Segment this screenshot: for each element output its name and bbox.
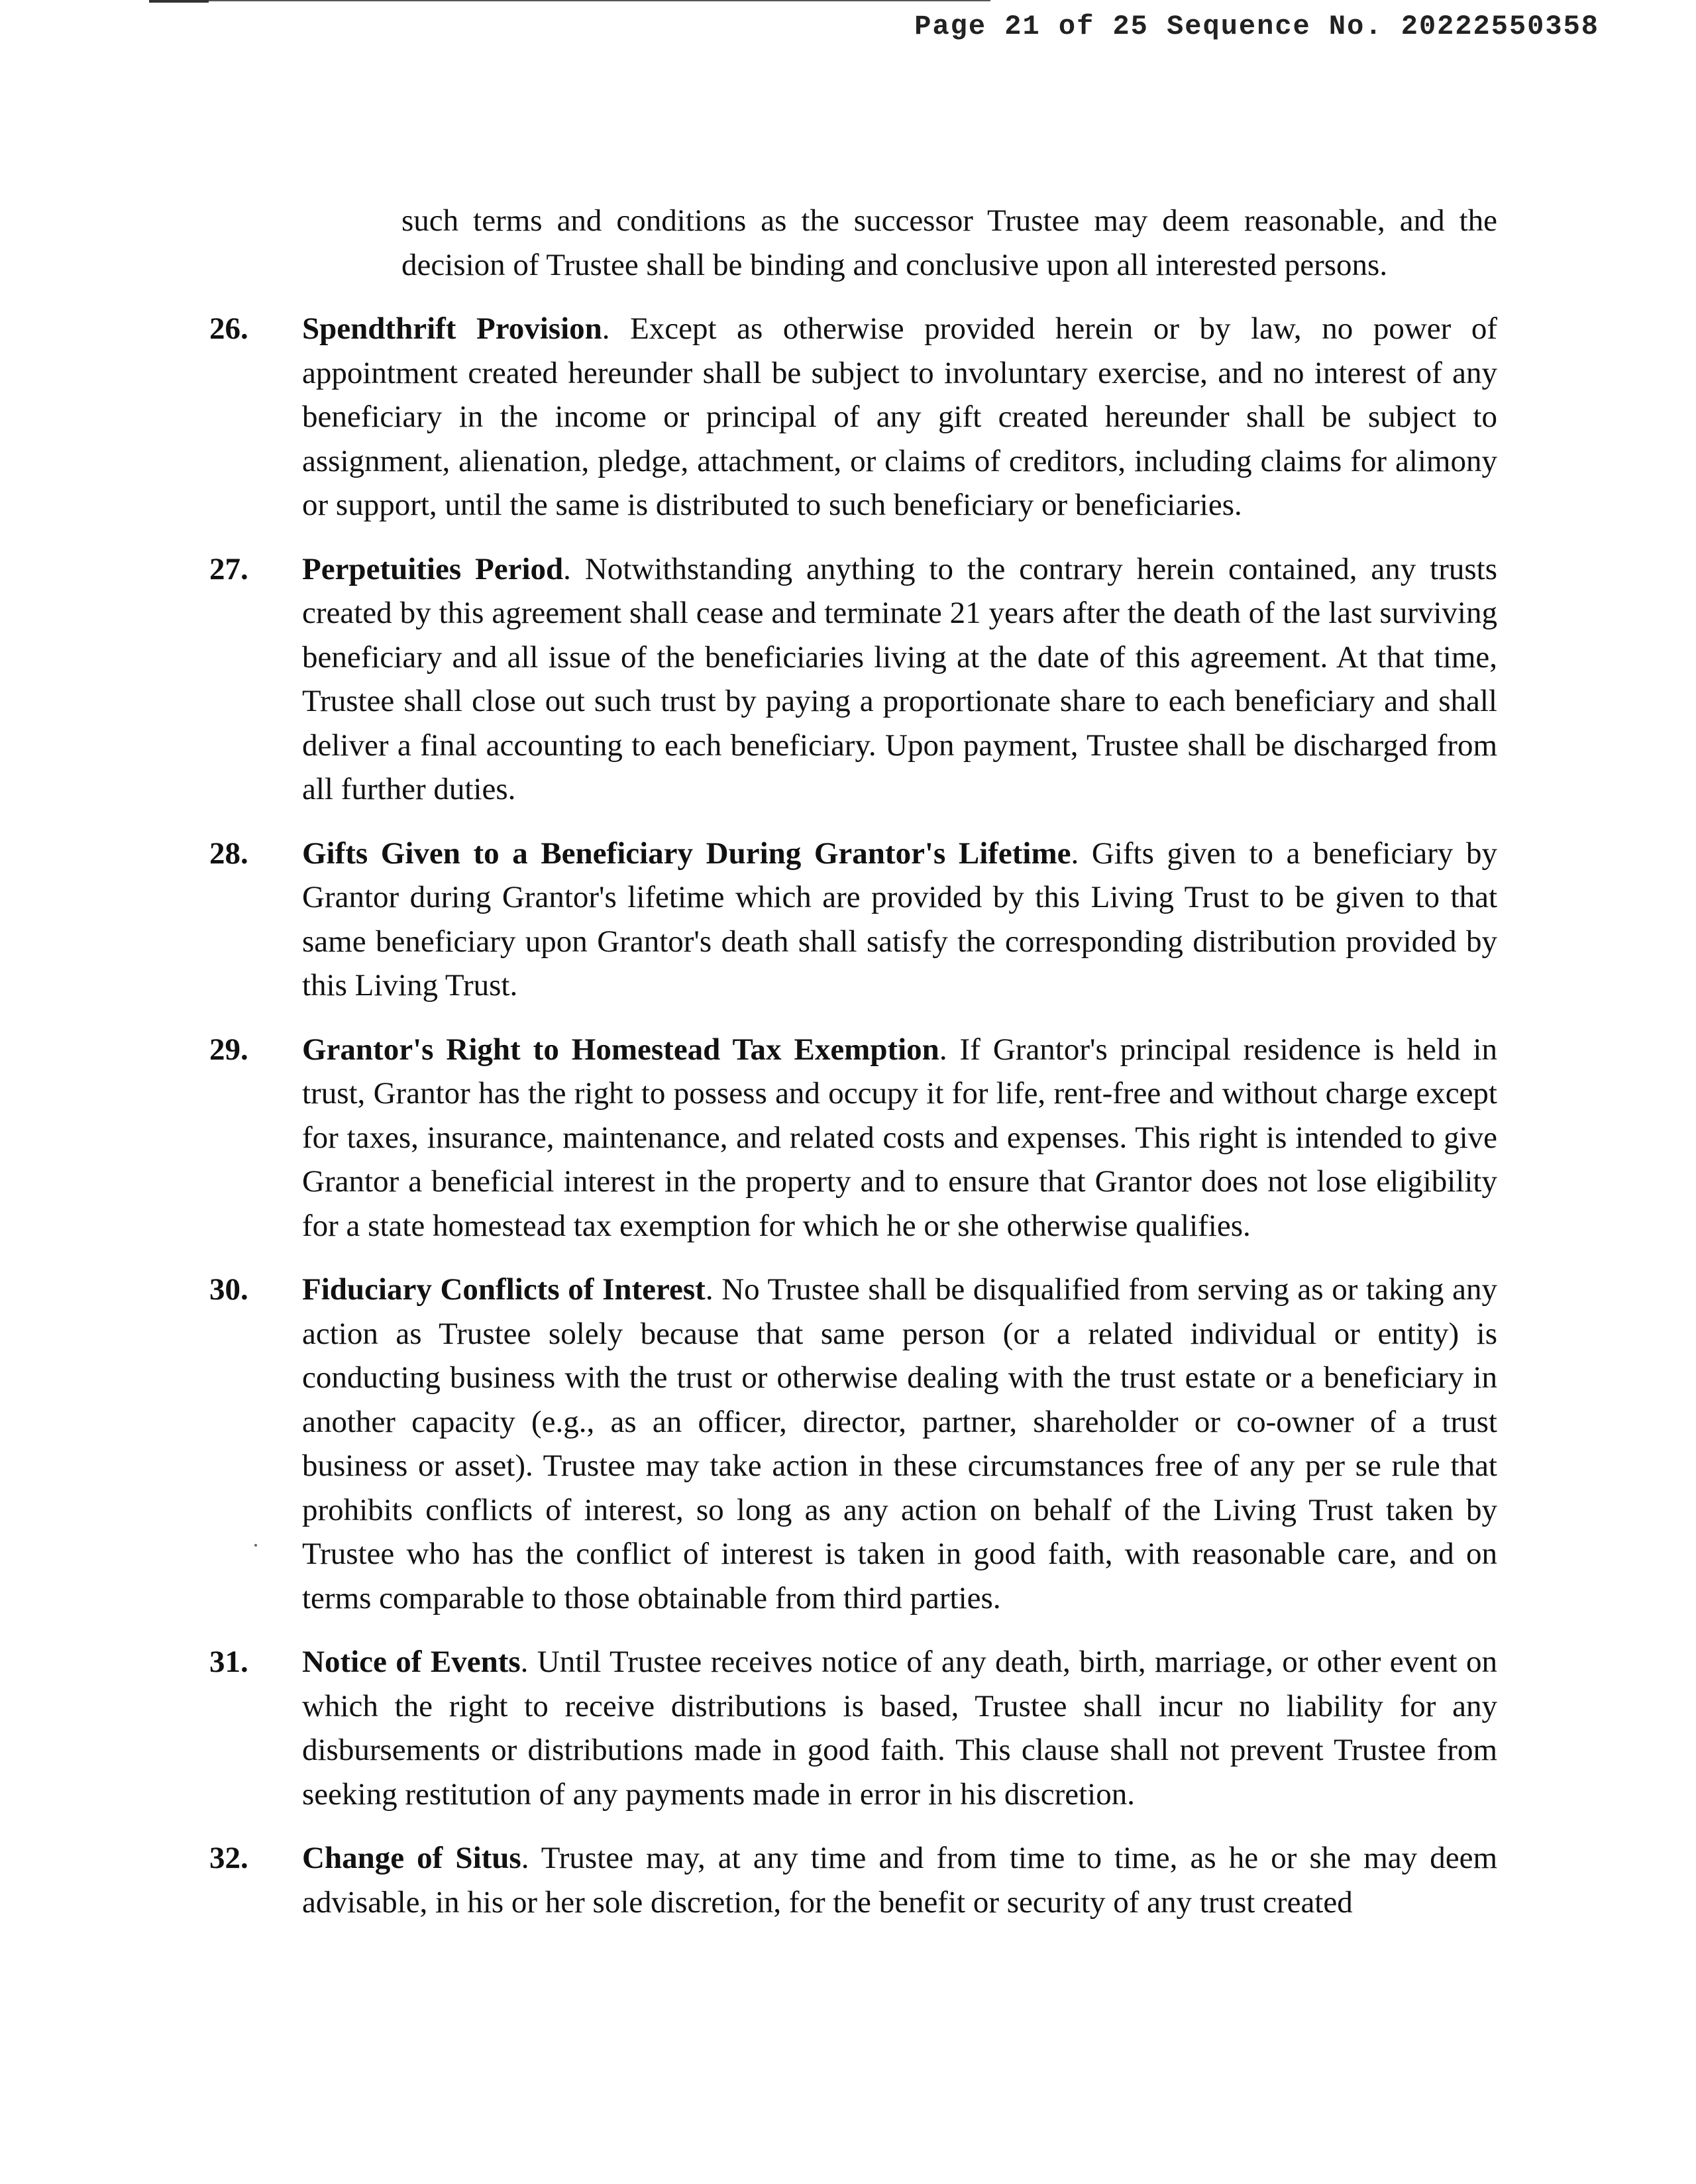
clause-heading: Notice of Events <box>302 1645 521 1679</box>
page-sequence-header: Page 21 of 25 Sequence No. 20222550358 <box>914 11 1599 42</box>
top-rule-tick <box>149 0 209 3</box>
clause-number: 29. <box>209 1032 248 1067</box>
clause-27 <box>209 547 1497 812</box>
clause-number: 28. <box>209 836 248 871</box>
clause-heading: Spendthrift Provision <box>302 311 602 346</box>
clause-heading: Fiduciary Conflicts of Interest <box>302 1272 706 1307</box>
clause-number: 31. <box>209 1645 248 1679</box>
clause-body: . If Grantor's principal residence is held in trust, Grantor has the right to possess and occupy it for life, rent-free and without charge except for taxes, insurance, maintenance, and related costs and expenses. This right is intended to give Grantor a beneficial interest in the property and to ensure that Grantor does not lose eligibility for a state homestead tax exemption for which he or she otherwise qualifies. <box>302 1032 1497 1243</box>
clause-body: . Trustee may, at any time and from time to time, as he or she may deem advisable, in his or her sole discretion, for the benefit or security of any trust created <box>302 1841 1497 1920</box>
clause-body: . No Trustee shall be disqualified from serving as or taking any action as Trustee solely because that same person (or a related individual or entity) is conducting business with the trust or otherwise dealing with the trust estate or a beneficiary in another capacity (e.g., as an officer, director, partner, shareholder or co-owner of a trust business or asset). Trustee may take action in these circumstances free of any per se rule that prohibits conflicts of interest, so long as any action on behalf of the Living Trust taken by Trustee who has the conflict of interest is taken in good faith, with reasonable care, and on terms comparable to those obtainable from third parties. <box>302 1272 1497 1615</box>
clause-32 <box>209 1836 1497 1924</box>
clause-body: . Notwithstanding anything to the contrary herein contained, any trusts created by this agreement shall cease and terminate 21 years after the death of the last surviving beneficiary and all issue of the beneficiaries living at the date of this agreement. At that time, Trustee shall close out such trust by paying a proportionate share to each beneficiary and shall deliver a final accounting to each beneficiary. Upon payment, Trustee shall be discharged from all further duties. <box>302 551 1497 806</box>
top-rule <box>149 0 990 1</box>
clause-30 <box>209 1268 1497 1620</box>
clause-heading: Grantor's Right to Homestead Tax Exemption <box>302 1032 939 1067</box>
clause-heading: Perpetuities Period <box>302 551 564 586</box>
clause-number: 27. <box>209 551 248 586</box>
clause-heading: Gifts Given to a Beneficiary During Grantor's Lifetime <box>302 836 1071 871</box>
clause-number: 32. <box>209 1841 248 1875</box>
clause-body: . Gifts given to a beneficiary by Grantor during Grantor's lifetime which are provided by this Living Trust to be given to that same beneficiary upon Grantor's death shall satisfy the corresponding distribution provided by this Living Trust. <box>302 836 1498 1003</box>
clause-31 <box>209 1640 1497 1816</box>
clause-body: . Except as otherwise provided herein or by law, no power of appointment created hereunder shall be subject to involuntary exercise, and no interest of any beneficiary in the income or principal of any gift created hereunder shall be subject to assignment, alienation, pledge, attachment, or claims of creditors, including claims for alimony or support, until the same is distributed to such beneficiary or beneficiaries. <box>302 311 1497 522</box>
continuation-paragraph: such terms and conditions as the successor Trustee may deem reasonable, and the decision of Trustee shall be binding and conclusive upon all interested persons. <box>401 203 1497 282</box>
clause-heading: Change of Situs <box>302 1841 521 1875</box>
clause-26 <box>209 307 1497 527</box>
clause-29 <box>209 1028 1497 1248</box>
document-body <box>209 199 1497 1944</box>
clause-number: 26. <box>209 311 248 346</box>
clause-number: 30. <box>209 1272 248 1307</box>
clause-28 <box>209 832 1497 1008</box>
scan-speck <box>254 1544 257 1547</box>
clause-body: . Until Trustee receives notice of any death, birth, marriage, or other event on which the right to receive distributions is based, Trustee shall incur no liability for any disbursements or distributions made in good faith. This clause shall not prevent Trustee from seeking restitution of any payments made in error in his discretion. <box>302 1645 1497 1812</box>
